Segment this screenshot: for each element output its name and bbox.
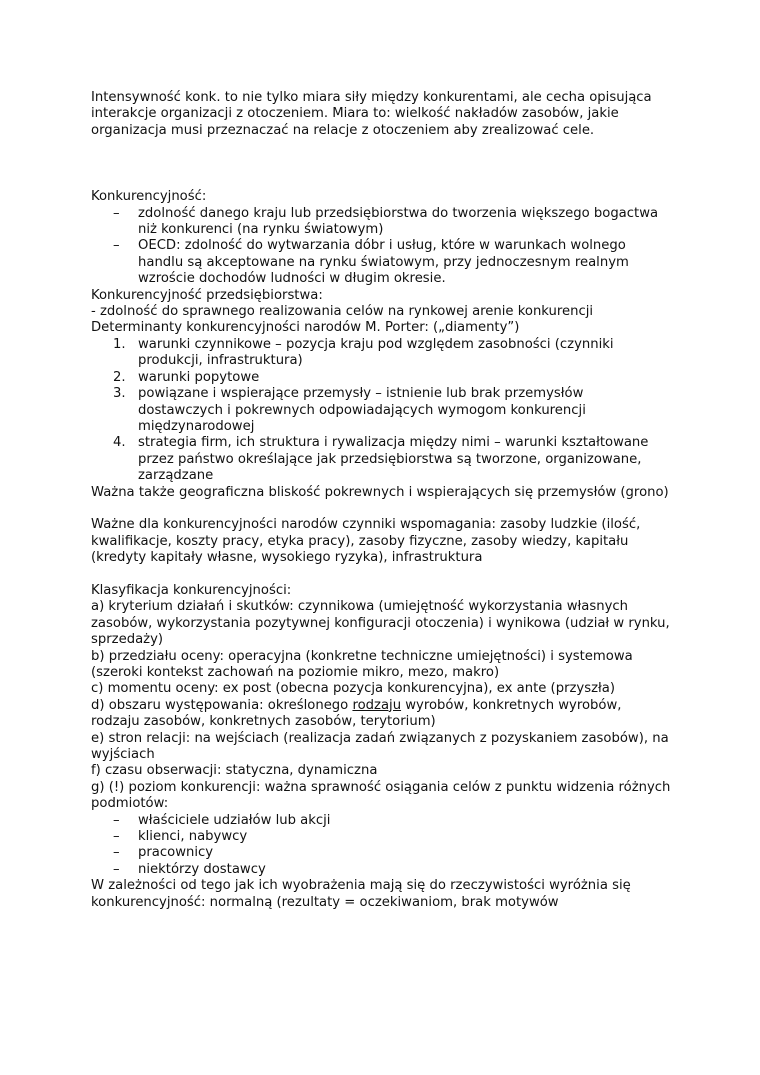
konkurencyjnosc-list (91, 206, 671, 288)
czynniki-paragraph: Ważne dla konkurencyjności narodów czynniki wspomagania: zasoby ludzkie (ilość, kwalifikacje, koszty pracy, etyka pracy), zasoby fizyczne, zasoby wiedzy, kapitału (kredyty kapitały własne, wysokiego ryzyka), infrastruktura (91, 517, 641, 566)
list-item-text: powiązane i wspierające przemysły – istnienie lub brak przemysłów dostawczych i pokrewnych odpowiadających wymogom konkurencji międzynarodowej (138, 386, 586, 434)
podmioty-list (91, 813, 671, 879)
list-item-text: strategia firm, ich struktura i rywalizacja między nimi – warunki kształtowane przez państwo określające jak przedsiębiorstwa są tworzone, organizowane, zarządzane (138, 435, 649, 484)
list-item (91, 370, 671, 386)
spacer (91, 139, 671, 189)
spacer (91, 567, 671, 583)
number-marker: 2. (113, 369, 126, 385)
dash-marker: – (113, 812, 120, 828)
klasyfikacja-b: b) przedziału oceny: operacyjna (konkretne techniczne umiejętności) i systemowa (szeroki kontekst zachowań na poziomie mikro, mezo, makro) (91, 648, 633, 680)
list-item-text: warunki czynnikowe – pozycja kraju pod względem zasobności (czynniki produkcji, infrastruktura) (138, 336, 614, 369)
closing-paragraph: W zależności od tego jak ich wyobrażenia mają się do rzeczywistości wyróżnia się konkurencyjność: normalną (rezultaty = oczekiwaniom, brak motywów (91, 878, 631, 910)
list-item (91, 435, 671, 484)
klasyfikacja-g: g) (!) poziom konkurencji: ważna sprawność osiągania celów z punktu widzenia różnych podmiotów: (91, 779, 671, 812)
list-item (91, 862, 671, 878)
underlined-word: rodzaju (352, 697, 402, 713)
number-marker: 1. (113, 336, 126, 352)
dash-marker: – (113, 238, 120, 254)
porter-heading: Determinanty konkurencyjności narodów M. Porter: („diamenty”) (91, 320, 520, 336)
konkurencyjnosc-heading: Konkurencyjność: (91, 189, 207, 205)
klasyfikacja-c: c) momentu oceny: ex post (obecna pozycja konkurencyjna), ex ante (przyszła) (91, 681, 615, 697)
list-item (91, 206, 671, 239)
dash-marker: – (113, 829, 120, 845)
klasyfikacja-e: e) stron relacji: na wejściach (realizacja zadań związanych z pozyskaniem zasobów), na wyjściach (91, 730, 669, 762)
number-marker: 4. (113, 435, 126, 451)
list-item (91, 845, 671, 861)
list-item-text: właściciele udziałów lub akcji (138, 812, 331, 828)
list-item-text: klienci, nabywcy (138, 829, 248, 845)
list-item-text: niektórzy dostawcy (138, 861, 266, 877)
przedsiebiorstwa-definition: - zdolność do sprawnego realizowania celów na rynkowej arenie konkurencji (91, 304, 594, 320)
klasyfikacja-a: a) kryterium działań i skutków: czynnikowa (umiejętność wykorzystania własnych zasobów, wykorzystania pozytywnej konfiguracji otoczenia) i wynikowa (udział w rynku, sprzedaży) (91, 599, 670, 648)
dash-marker: – (113, 845, 120, 861)
klasyfikacja-heading: Klasyfikacja konkurencyjności: (91, 582, 292, 598)
list-item (91, 386, 671, 435)
dash-marker: – (113, 205, 120, 221)
list-item (91, 238, 671, 287)
list-item (91, 337, 671, 370)
list-item-text: OECD: zdolność do wytwarzania dóbr i usług, które w warunkach wolnego handlu są akceptowane na rynku światowym, przy jednoczesnym realnym wzroście dochodów ludności w długim okresie. (138, 238, 629, 287)
porter-list (91, 337, 671, 485)
klasyfikacja-f: f) czasu obserwacji: statyczna, dynamiczna (91, 763, 378, 779)
dash-marker: – (113, 861, 120, 877)
grono-paragraph: Ważna także geograficzna bliskość pokrewnych i wspierających się przemysłów (grono) (91, 484, 669, 500)
list-item-text: zdolność danego kraju lub przedsiębiorstwa do tworzenia większego bogactwa niż konkurenci (na rynku światowym) (138, 205, 659, 238)
list-item (91, 829, 671, 845)
przedsiebiorstwa-heading: Konkurencyjność przedsiębiorstwa: (91, 287, 323, 303)
number-marker: 3. (113, 386, 126, 402)
klasyfikacja-d (91, 698, 671, 731)
list-item (91, 813, 671, 829)
list-item-text: pracownicy (138, 845, 214, 861)
klasyfikacja-d-end: wyrobów, konkretnych wyrobów, rodzaju zasobów, konkretnych zasobów, terytorium) (91, 697, 622, 730)
spacer (91, 501, 671, 517)
list-item-text: warunki popytowe (138, 369, 260, 385)
intro-paragraph: Intensywność konk. to nie tylko miara siły między konkurentami, ale cecha opisująca interakcje organizacji z otoczeniem. Miara to: wielkość nakładów zasobów, jakie organizacja musi przeznaczać na relacje z otoczeniem aby zrealizować cele. (91, 90, 652, 138)
document-body (91, 90, 671, 911)
klasyfikacja-d-start: d) obszaru występowania: określonego (91, 697, 353, 713)
